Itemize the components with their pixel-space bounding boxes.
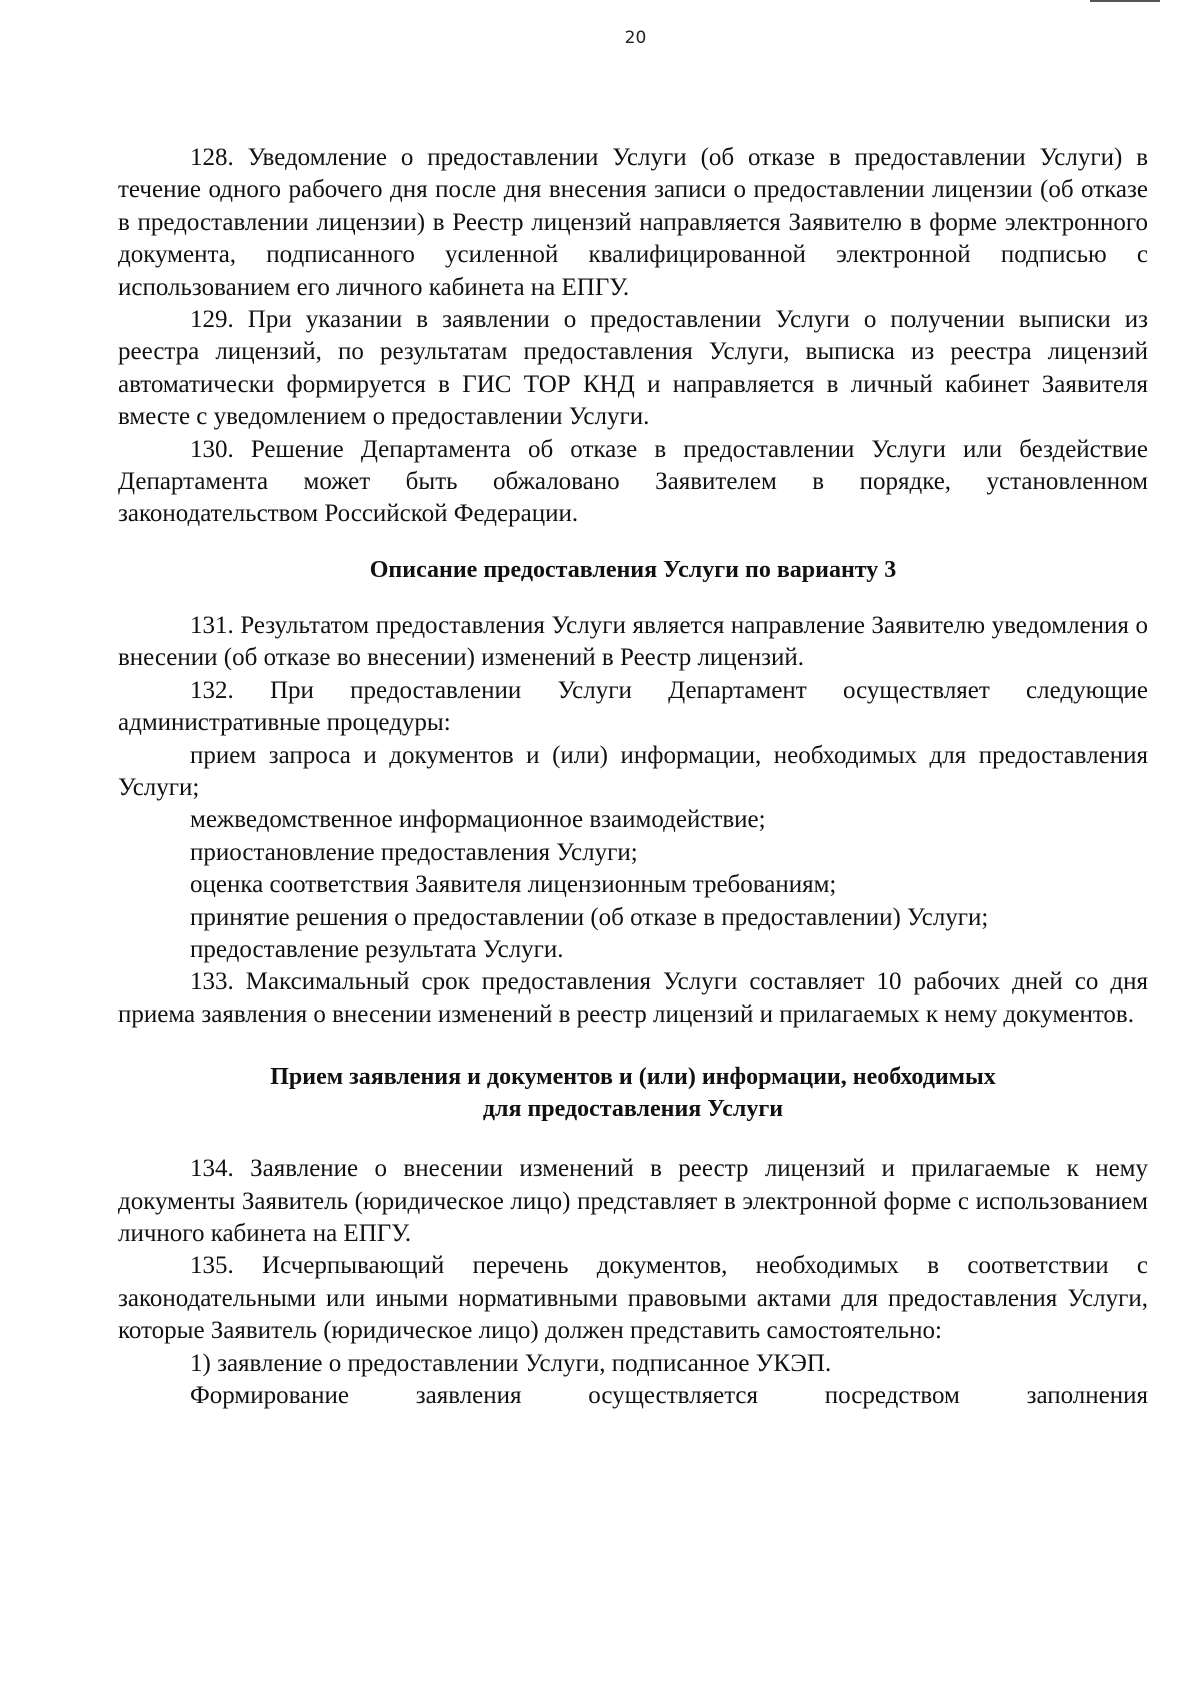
paragraph-129: 129. При указании в заявлении о предоставлении Услуги о получении выписки из реестра лицензий, по результатам предоставления Услуги, выписка из реестра лицензий автоматически формируется в ГИС ТОР КНД и направляется в личный кабинет Заявителя вместе с уведомлением о предоставлении Услуги. — [118, 306, 1148, 431]
page-number: 20 — [624, 28, 647, 48]
paragraph-132: 132. При предоставлении Услуги Департамент осуществляет следующие административные процедуры: — [118, 676, 1148, 737]
procedure-item-request: прием запроса и документов и (или) информации, необходимых для предоставления Услуги; — [118, 741, 1148, 801]
scan-edge-mark — [1090, 0, 1160, 2]
heading-line-2: для предоставления Услуги — [482, 1096, 784, 1123]
procedure-item-interagency: межведомственное информационное взаимодействие; — [190, 806, 766, 834]
paragraph-133: 133. Максимальный срок предоставления Услуги составляет 10 рабочих дней со дня приема заявления о внесении изменений в реестр лицензий и прилагаемых к нему документов. — [118, 968, 1148, 1028]
document-body — [118, 142, 1148, 1412]
document-list-item-1: 1) заявление о предоставлении Услуги, подписанное УКЭП. — [190, 1349, 832, 1377]
paragraph-131: 131. Результатом предоставления Услуги является направление Заявителю уведомления о внесении (об отказе во внесении) изменений в Реестр лицензий. — [118, 611, 1148, 672]
heading-line-1: Прием заявления и документов и (или) информации, необходимых — [270, 1064, 996, 1091]
procedure-item-decision: принятие решения о предоставлении (об отказе в предоставлении) Услуги; — [190, 903, 989, 931]
section-heading-variant-3: Описание предоставления Услуги по варианту 3 — [369, 556, 897, 583]
paragraph-130: 130. Решение Департамента об отказе в предоставлении Услуги или бездействие Департамента может быть обжаловано Заявителем в порядке, установленном законодательством Российской Федерации. — [118, 435, 1148, 528]
paragraph-continued: Формирование заявления осуществляется посредством заполнения — [190, 1382, 1148, 1409]
procedure-item-assessment: оценка соответствия Заявителя лицензионным требованиям; — [190, 871, 837, 899]
procedure-item-suspension: приостановление предоставления Услуги; — [190, 838, 638, 866]
paragraph-128: 128. Уведомление о предоставлении Услуги (об отказе в предоставлении Услуги) в течение одного рабочего дня после дня внесения записи о предоставлении лицензии (об отказе в предоставлении лицензии) в Реестр лицензий направляется Заявителю в форме электронного документа, подписанного усиленной квалифицированной электронной подписью с использованием его личного кабинета на ЕПГУ. — [118, 144, 1148, 301]
procedure-item-result: предоставление результата Услуги. — [190, 935, 564, 963]
paragraph-134: 134. Заявление о внесении изменений в реестр лицензий и прилагаемые к нему документы Заявитель (юридическое лицо) представляет в электронной форме с использованием личного кабинета на ЕПГУ. — [118, 1155, 1148, 1247]
section-heading-application-intake — [118, 1061, 1148, 1125]
paragraph-135: 135. Исчерпывающий перечень документов, необходимых в соответствии с законодательными или иными нормативными правовыми актами для предоставления Услуги, которые Заявитель (юридическое лицо) должен представить самостоятельно: — [118, 1252, 1148, 1345]
